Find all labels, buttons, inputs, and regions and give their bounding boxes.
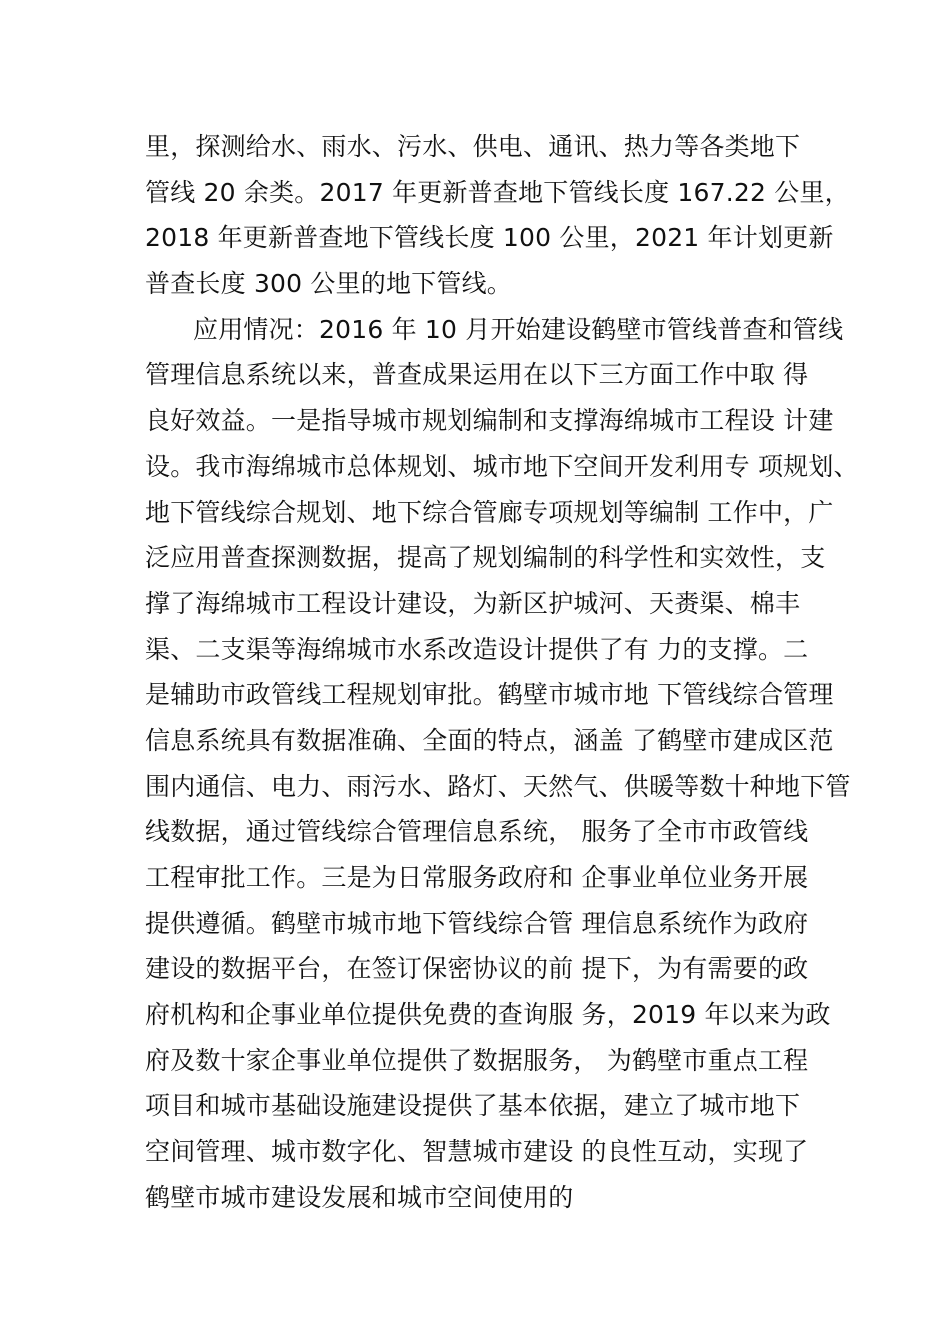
text-line: 项目和城市基础设施建设提供了基本依据，建立了城市地下 [145, 1091, 801, 1121]
text-line: 里，探测给水、雨水、污水、供电、通讯、热力等各类地下 [145, 132, 801, 161]
text-line: 管线 20 余类。2017 年更新普查地下管线长度 167.22 公里， [145, 177, 850, 207]
text-line: 线数据，通过管线综合管理信息系统， 服务了全市市政管线 [145, 817, 809, 847]
text-line: 工程审批工作。三是为日常服务政府和 企事业单位业务开展 [145, 863, 809, 892]
text-line: 信息系统具有数据准确、全面的特点，涵盖 了鹤壁市建成区范 [145, 725, 834, 755]
text-line: 鹤壁市城市建设发展和城市空间使用的 [145, 1182, 574, 1212]
text-line: 提供遵循。鹤壁市城市地下管线综合管 理信息系统作为政府 [145, 908, 809, 938]
text-line: 2018 年更新普查地下管线长度 100 公里，2021 年计划更新 [145, 223, 834, 253]
paragraph-first-line: 应用情况：2016 年 10 月开始建设鹤壁市管线普查和管线 [193, 314, 844, 344]
text-line: 空间管理、城市数字化、智慧城市建设 的良性互动，实现了 [145, 1137, 809, 1167]
text-line: 撑了海绵城市工程设计建设，为新区护城河、天赉渠、棉丰 [145, 588, 801, 618]
body-text [145, 124, 859, 1221]
text-line: 泛应用普查探测数据，提高了规划编制的科学性和实效性，支 [145, 543, 826, 573]
text-line: 是辅助市政管线工程规划审批。鹤壁市城市地 下管线综合管理 [145, 680, 834, 710]
text-line: 围内通信、电力、雨污水、路灯、天然气、供暖等数十种地下管 [145, 771, 851, 801]
text-line: 地下管线综合规划、地下综合管廊专项规划等编制 工作中，广 [145, 497, 834, 527]
text-line: 良好效益。一是指导城市规划编制和支撑海绵城市工程设 计建 [145, 406, 834, 436]
text-line: 渠、二支渠等海绵城市水系改造设计提供了有 力的支撑。二 [145, 634, 809, 664]
text-line: 建设的数据平台，在签订保密协议的前 提下，为有需要的政 [145, 954, 809, 984]
text-line: 设。我市海绵城市总体规划、城市地下空间开发利用专 项规划、 [145, 451, 859, 481]
text-line: 府机构和企事业单位提供免费的查询服 务，2019 年以来为政 [145, 1000, 831, 1030]
text-line: 府及数十家企事业单位提供了数据服务， 为鹤壁市重点工程 [145, 1045, 809, 1075]
text-line: 管理信息系统以来，普查成果运用在以下三方面工作中取 得 [145, 360, 809, 390]
text-line: 普查长度 300 公里的地下管线。 [145, 269, 513, 299]
